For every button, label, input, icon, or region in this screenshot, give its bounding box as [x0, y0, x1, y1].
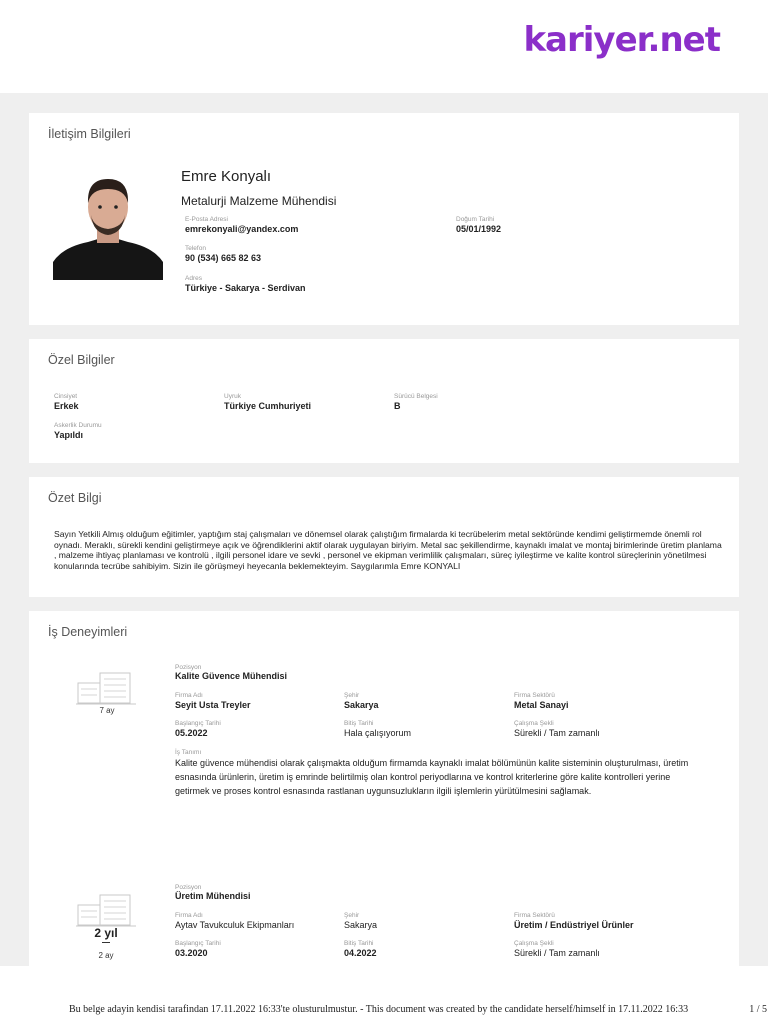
work-type-value: Sürekli / Tam zamanlı [514, 948, 600, 958]
email-label: E-Posta Adresi [185, 216, 228, 223]
job-description: Kalite güvence mühendisi olarak çalışmakta olduğum firmamda kaynaklı imalat bölümünün kalite sisteminin oluşturulması, üretim esnasında ürünlerin, üretim iş emrinde belirtilmiş olan kontrol periyodlarına ve kontrol kriterlerine göre kalite kontrolleri yerine getirmek ve proses kontrol esnasında rastlanan uygunsuzlukların ilgili işlemlerin yürütülmesini sağlamak. [175, 758, 689, 796]
job-duration: 7 ay [99, 706, 115, 715]
city-label: Şehir [344, 692, 360, 699]
gender-value: Erkek [54, 401, 79, 411]
footer [0, 1000, 768, 1024]
sector-value: Üretim / Endüstriyel Ürünler [514, 920, 634, 930]
phone-value[interactable]: 90 (534) 665 82 63 [185, 253, 262, 263]
company-value: Seyit Usta Treyler [175, 700, 251, 710]
start-value: 05.2022 [175, 728, 208, 738]
sector-value: Metal Sanayi [514, 700, 569, 710]
job-duration: 2 ay [98, 951, 114, 960]
end-value: Hala çalışıyorum [344, 728, 412, 738]
footer-text: Bu belge adayin kendisi tarafindan 17.11.2022 16:33'te olusturulmustur. - This document was created by the candidate herself/himself in 17.11.2022 16:33 [69, 1004, 689, 1015]
building-icon [76, 669, 136, 709]
sector-label: Firma Sektörü [514, 692, 555, 699]
city-value: Sakarya [344, 920, 378, 930]
company-value: Aytav Tavukculuk Ekipmanları [175, 920, 295, 930]
position-label: Pozisyon [175, 664, 202, 671]
start-value: 03.2020 [175, 948, 208, 958]
address-label: Adres [185, 275, 202, 282]
nationality-label: Uyruk [224, 393, 241, 400]
city-value: Sakarya [344, 700, 379, 710]
profile-photo [53, 167, 163, 280]
work-type-value: Sürekli / Tam zamanlı [514, 728, 600, 738]
birth-label: Doğum Tarihi [456, 216, 495, 223]
experience-section-title: İş Deneyimleri [48, 625, 128, 639]
contact-card [29, 113, 739, 325]
gender-label: Cinsiyet [54, 393, 78, 400]
position-value: Üretim Mühendisi [175, 891, 251, 901]
company-label: Firma Adı [175, 912, 203, 919]
building-icon [76, 891, 136, 931]
military-label: Askerlik Durumu [54, 422, 102, 429]
license-label: Sürücü Belgesi [394, 393, 438, 400]
email-value[interactable]: emrekonyali@yandex.com [185, 224, 299, 234]
position-value: Kalite Güvence Mühendisi [175, 671, 288, 681]
sector-label: Firma Sektörü [514, 912, 555, 919]
license-value: B [394, 401, 401, 411]
candidate-title: Metalurji Malzeme Mühendisi [181, 194, 337, 208]
contact-section-title: İletişim Bilgileri [48, 127, 131, 141]
nationality-value: Türkiye Cumhuriyeti [224, 401, 312, 411]
start-label: Başlangıç Tarihi [175, 940, 221, 947]
summary-card [29, 477, 739, 597]
job-duration-years: 2 yıl [94, 926, 118, 940]
phone-label: Telefon [185, 245, 206, 252]
end-label: Bitiş Tarihi [344, 720, 374, 727]
summary-text: Sayın Yetkili Almış olduğum eğitimler, yaptığım staj çalışmaları ve dönemsel olarak çalıştığım firmalarda ki tecrübelerim metal sektöründe kendimi geliştirmemde önemli rol oynadı. Meraklı, sürekli kendini geliştirmeye açık ve öğrendiklerini aktif olarak uygulayan biriyim. Metal sac şekillendirme, kaynaklı imalat ve montaj birimlerinde üretim planlama , malzeme ihtiyaç planlaması ve kontrolü , ilgili personel idare ve sevki , personel ve ekipman verimlilik çalışmaları, süreç iyileştirme ve kalite kontrol süreçlerinin yönetilmesi konularında tecrübe sahibiyim. Sizin ile görüşmeyi heyecanla beklemekteyim. Saygılarımla Emre KONYALI [54, 529, 722, 571]
company-label: Firma Adı [175, 692, 203, 699]
personal-section-title: Özel Bilgiler [48, 353, 115, 367]
candidate-name: Emre Konyalı [181, 168, 272, 185]
summary-section-title: Özet Bilgi [48, 491, 102, 505]
personal-card [29, 339, 739, 463]
end-value: 04.2022 [344, 948, 377, 958]
work-type-label: Çalışma Şekli [514, 940, 554, 947]
work-type-label: Çalışma Şekli [514, 720, 554, 727]
experience-card [29, 611, 739, 966]
address-value: Türkiye - Sakarya - Serdivan [185, 283, 306, 293]
city-label: Şehir [344, 912, 360, 919]
position-label: Pozisyon [175, 884, 202, 891]
start-label: Başlangıç Tarihi [175, 720, 221, 727]
person-photo-icon [53, 167, 163, 280]
page-number: 1 / 5 [749, 1004, 767, 1015]
end-label: Bitiş Tarihi [344, 940, 374, 947]
header [0, 0, 768, 93]
duration-divider [102, 942, 110, 943]
description-label: İş Tanımı [175, 749, 202, 756]
kariyer-logo[interactable]: kariyer.net [523, 20, 720, 60]
birth-value: 05/01/1992 [456, 224, 502, 234]
military-value: Yapıldı [54, 430, 84, 440]
